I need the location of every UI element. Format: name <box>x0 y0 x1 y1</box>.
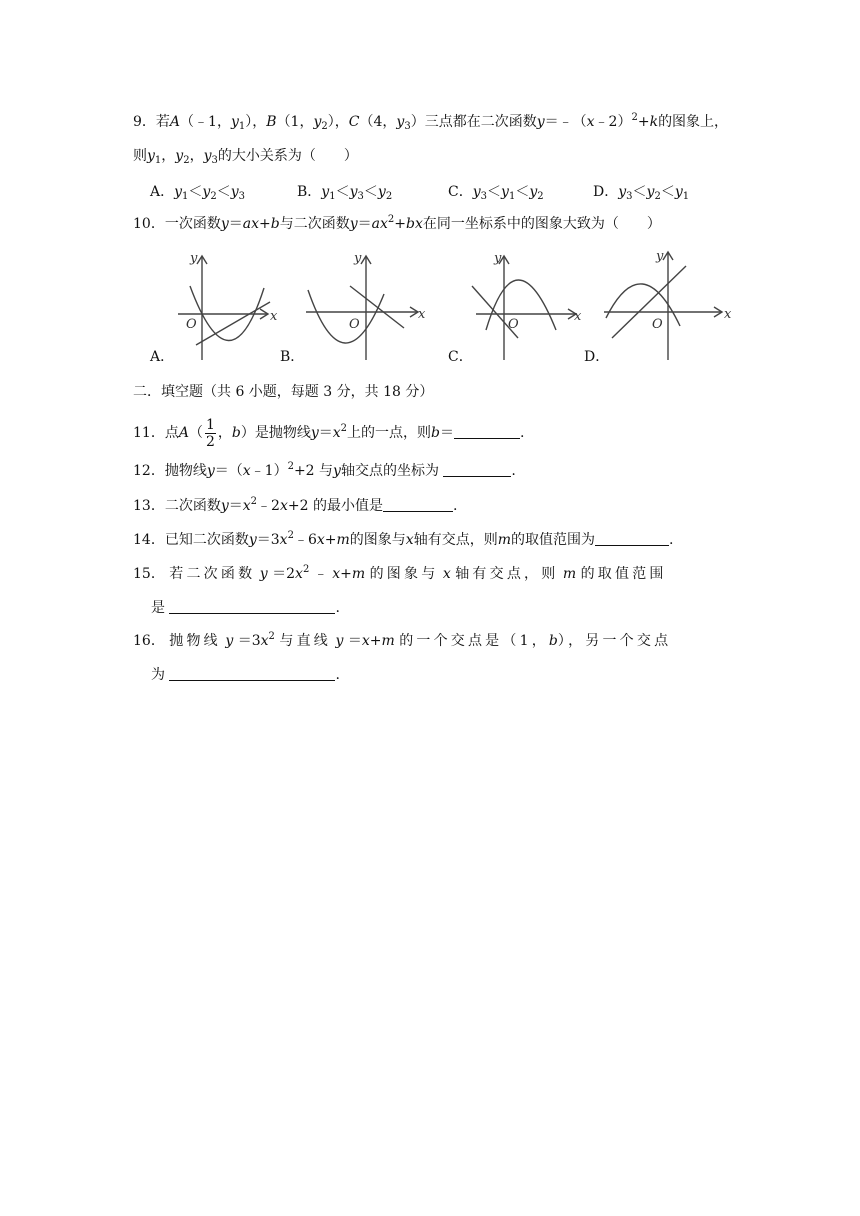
q9-line2 <box>133 146 358 166</box>
q14-x: x <box>279 532 288 548</box>
q10-line <box>133 214 661 234</box>
q15-line1 <box>133 564 667 584</box>
q10-ax: ax <box>242 216 259 232</box>
q13-number: 13．二次函数 <box>133 498 221 514</box>
q12-eq: ＝（ <box>214 463 243 479</box>
q13-eq: ＝ <box>228 498 243 514</box>
graph-label-d: D． <box>584 349 610 365</box>
axis-x-label: x <box>418 307 426 322</box>
parabola <box>486 280 556 330</box>
q9-point-C-coord: （4， <box>359 114 397 130</box>
graph-label-c: C． <box>448 349 473 365</box>
opt-sub: 3 <box>480 191 488 202</box>
answer-blank-12[interactable] <box>443 462 511 477</box>
q16-end: . <box>335 667 340 683</box>
q11-number: 11．点 <box>133 425 179 441</box>
q14-number: 14．已知二次函数 <box>133 532 249 548</box>
opt-var: y <box>230 184 239 200</box>
q11-b2: b <box>431 425 441 441</box>
q9-yB-sub: 2 <box>321 121 328 132</box>
q9-yC-sub: 3 <box>404 121 411 132</box>
q14-m2: m <box>497 532 511 548</box>
q9-tail: 的图象上， <box>658 114 729 130</box>
q16-line2 <box>151 665 340 685</box>
q10-square: 2 <box>387 214 395 225</box>
opt-var: y <box>349 184 358 200</box>
opt-op: ＜ <box>487 184 502 200</box>
axis-y-label: y <box>354 251 362 266</box>
q11-square: 2 <box>340 423 348 434</box>
parabola <box>308 290 384 343</box>
fraction-half <box>205 417 216 450</box>
opt-op: ＜ <box>660 184 675 200</box>
q14-mid: 的图象与 <box>349 532 406 548</box>
opt-var: y <box>674 184 683 200</box>
q15-eq: ＝2 <box>272 566 296 582</box>
q14-plus: + <box>324 532 337 548</box>
opt-sub: 1 <box>329 191 336 202</box>
opt-op: ＜ <box>632 184 647 200</box>
q9-yA: y <box>230 114 239 130</box>
q16-y2: y <box>335 633 344 649</box>
q9-plus: + <box>637 114 650 130</box>
q16-eq: ＝3 <box>237 633 261 649</box>
frac-denominator: 2 <box>205 433 215 450</box>
q13-line <box>133 496 457 516</box>
opt-op: ＜ <box>335 184 350 200</box>
q16-y: y <box>225 633 234 649</box>
q15-t3: 轴有交点，则 <box>455 566 559 582</box>
q9-point-A-coord: （﹣1， <box>180 114 231 130</box>
answer-blank-11[interactable] <box>454 424 520 439</box>
graph-d[interactable] <box>600 246 736 364</box>
q10-eq: ＝ <box>228 216 243 232</box>
q12-x: x <box>242 463 251 479</box>
graph-b[interactable] <box>300 246 430 364</box>
opt-op: ＜ <box>515 184 530 200</box>
opt-sub: 3 <box>357 191 364 202</box>
q13-tail: +2 的最小值是 <box>287 498 383 514</box>
line <box>612 266 686 338</box>
q9-square: 2 <box>631 112 638 123</box>
q13-x2: x <box>279 498 288 514</box>
point-C: C <box>348 114 360 130</box>
q11-end: . <box>520 425 525 441</box>
q15-m: m <box>351 566 366 582</box>
q16-line2-text: 为 <box>151 667 165 683</box>
q9-line1 <box>133 112 728 132</box>
frac-numerator: 1 <box>205 416 215 433</box>
q15-t4: 的取值范围 <box>580 566 667 582</box>
opt-sub: 2 <box>537 191 544 202</box>
axis-y-label: y <box>190 251 198 266</box>
q15-t1: 若二次函数 <box>169 566 256 582</box>
q13-square: 2 <box>250 496 258 507</box>
answer-blank-15[interactable] <box>169 599 335 614</box>
answer-blank-14[interactable] <box>595 531 669 546</box>
q9-option-b[interactable] <box>297 182 392 202</box>
q16-plus: + <box>369 633 382 649</box>
q10-var-y: y <box>220 216 229 232</box>
q12-number: 12．抛物线 <box>133 463 207 479</box>
opt-sub: 3 <box>238 191 246 202</box>
q14-y: y <box>248 532 257 548</box>
axis-x-label: x <box>574 309 582 324</box>
q11-line <box>133 416 524 450</box>
q9-y1-sub: 1 <box>154 155 162 166</box>
q9-option-d[interactable] <box>593 182 689 202</box>
q14-end: . <box>668 532 674 548</box>
answer-blank-16[interactable] <box>169 666 335 681</box>
q10-var-y2: y <box>349 216 358 232</box>
axis-x-label: x <box>270 309 278 324</box>
q12-line <box>133 461 516 481</box>
point-A: A <box>169 114 181 130</box>
opt-sub: 1 <box>682 191 690 202</box>
q9-point-B-coord: （1， <box>276 114 314 130</box>
q16-x: x <box>260 633 269 649</box>
q9-yB: y <box>313 114 322 130</box>
q9-number: 9．若 <box>133 114 170 130</box>
q14-square: 2 <box>287 530 294 541</box>
q10-mid: 与二次函数 <box>279 216 350 232</box>
q15-square: 2 <box>302 564 310 575</box>
opt-op: ＜ <box>216 184 231 200</box>
q14-tail: 的取值范围为 <box>510 532 595 548</box>
q11-b: b <box>231 425 241 441</box>
q9-pre: 则 <box>133 148 147 164</box>
q10-tail: 在同一坐标系中的图象大致为（ ） <box>422 216 661 232</box>
origin-label: O <box>186 317 197 332</box>
q9-question-tail: 的大小关系为（ ） <box>217 148 358 164</box>
q9-text: ）三点都在二次函数 <box>410 114 537 130</box>
opt-var: y <box>618 184 627 200</box>
q15-m2: m <box>562 566 577 582</box>
origin-label: O <box>508 317 519 332</box>
opt-var: y <box>472 184 481 200</box>
axis-y-label: y <box>494 251 502 266</box>
q10-plus: + <box>259 216 271 232</box>
q15-plus: + <box>340 566 352 582</box>
q12-tail: 轴交点的坐标为 <box>340 463 439 479</box>
axis-y-label: y <box>656 249 664 264</box>
opt-sub: 2 <box>210 191 217 202</box>
parabola <box>606 284 680 326</box>
answer-blank-13[interactable] <box>383 497 453 512</box>
opt-var: y <box>646 184 655 200</box>
graph-label-b: B． <box>280 349 305 365</box>
opt-var: y <box>202 184 211 200</box>
q10-b: b <box>270 216 280 232</box>
q12-square: 2 <box>287 461 294 472</box>
q9-y3-sub: 3 <box>211 155 218 166</box>
q9-y3: y <box>203 148 212 164</box>
q15-y: y <box>259 566 268 582</box>
q16-number: 16． <box>133 633 165 649</box>
opt-sub: 1 <box>508 191 516 202</box>
option-label: B． <box>297 184 322 200</box>
q12-y2: y <box>333 463 341 479</box>
opt-op: ＜ <box>188 184 203 200</box>
q14-x2: x <box>316 532 325 548</box>
q13-end: . <box>452 498 458 514</box>
q16-line1 <box>133 631 671 651</box>
q11-eq2: ＝ <box>440 425 455 441</box>
q9-y2: y <box>175 148 184 164</box>
q16-t3: 的一个交点是（1， <box>399 633 549 649</box>
opt-op: ＜ <box>363 184 378 200</box>
origin-label: O <box>349 317 360 332</box>
q11-mid2: 上的一点，则 <box>347 425 432 441</box>
q12-end: . <box>511 463 516 479</box>
q16-square: 2 <box>268 631 275 642</box>
q13-x: x <box>242 498 251 514</box>
q9-yC: y <box>396 114 405 130</box>
q9-y1: y <box>147 148 155 164</box>
q11-comma: ， <box>217 425 232 441</box>
point-B: B <box>266 114 277 130</box>
q11-eq: ＝ <box>318 425 333 441</box>
q11-x: x <box>332 425 341 441</box>
q9-comma1: ， <box>161 148 176 164</box>
q14-x3: x <box>405 532 414 548</box>
q9-minus2: ﹣2） <box>594 114 632 130</box>
q15-line2-text: 是 <box>151 600 165 616</box>
q12-rest: ﹣1） <box>250 463 288 479</box>
q9-y2-sub: 2 <box>183 155 190 166</box>
q16-t2: 与直线 <box>279 633 331 649</box>
opt-sub: 3 <box>626 191 633 202</box>
q16-b: b <box>548 633 558 649</box>
q14-mid2: 轴有交点，则 <box>413 532 498 548</box>
option-label: C． <box>448 184 473 200</box>
opt-var: y <box>321 184 330 200</box>
q9-var-y: y <box>536 114 545 130</box>
q14-eq: ＝3 <box>256 532 280 548</box>
opt-var: y <box>529 184 538 200</box>
q14-line <box>133 530 673 550</box>
q11-open: （ <box>188 425 203 441</box>
opt-sub: 2 <box>385 191 393 202</box>
opt-sub: 1 <box>182 191 189 202</box>
q11-point-A: A <box>178 425 189 441</box>
q9-eq: ＝﹣（ <box>544 114 587 130</box>
q15-end: . <box>335 600 340 616</box>
q12-plus: +2 与 <box>293 463 334 479</box>
q11-mid: ）是抛物线 <box>240 425 311 441</box>
option-label: A． <box>150 184 175 200</box>
q13-rest: ﹣2 <box>257 498 280 514</box>
q16-t4: ），另一个交点 <box>557 633 672 649</box>
opt-var: y <box>501 184 509 200</box>
q14-m: m <box>336 532 350 548</box>
q9-sep2: ）， <box>327 114 349 130</box>
q10-number: 10．一次函数 <box>133 216 221 232</box>
q16-m: m <box>381 633 395 649</box>
graph-label-a: A． <box>150 349 175 365</box>
q9-comma2: ， <box>189 148 204 164</box>
opt-var: y <box>174 184 183 200</box>
q13-y: y <box>220 498 229 514</box>
q15-line2 <box>151 598 340 618</box>
q10-bx: bx <box>405 216 423 232</box>
opt-var: y <box>377 184 386 200</box>
q15-x: x <box>295 566 303 582</box>
q9-var-k: k <box>649 114 659 130</box>
axis-x-label: x <box>724 307 732 322</box>
opt-sub: 2 <box>654 191 661 202</box>
graph-a[interactable] <box>176 246 286 364</box>
graph-c[interactable] <box>466 246 586 364</box>
q16-t1: 抛物线 <box>169 633 221 649</box>
q14-rest: ﹣6 <box>293 532 317 548</box>
q9-yA-sub: 1 <box>238 121 246 132</box>
q10-ax2: ax <box>371 216 388 232</box>
q10-plus2: + <box>394 216 406 232</box>
q10-eq2: ＝ <box>357 216 372 232</box>
q15-x2: x <box>332 566 341 582</box>
q16-x2: x <box>361 633 370 649</box>
q9-sep1: ）， <box>245 114 267 130</box>
q15-t2: 的图象与 <box>369 566 439 582</box>
q15-x3: x <box>442 566 451 582</box>
q12-y: y <box>206 463 215 479</box>
q9-option-a[interactable] <box>150 182 245 202</box>
q9-var-x: x <box>586 114 595 130</box>
option-label: D． <box>593 184 619 200</box>
origin-label: O <box>652 317 663 332</box>
q11-y: y <box>310 425 319 441</box>
parabola <box>190 286 264 341</box>
q16-eq2: ＝ <box>347 633 362 649</box>
q15-rest: ﹣ <box>313 566 328 582</box>
section-heading: 二．填空题（共 6 小题，每题 3 分，共 18 分） <box>133 384 434 400</box>
q9-option-c[interactable] <box>448 182 544 202</box>
q15-number: 15． <box>133 566 165 582</box>
